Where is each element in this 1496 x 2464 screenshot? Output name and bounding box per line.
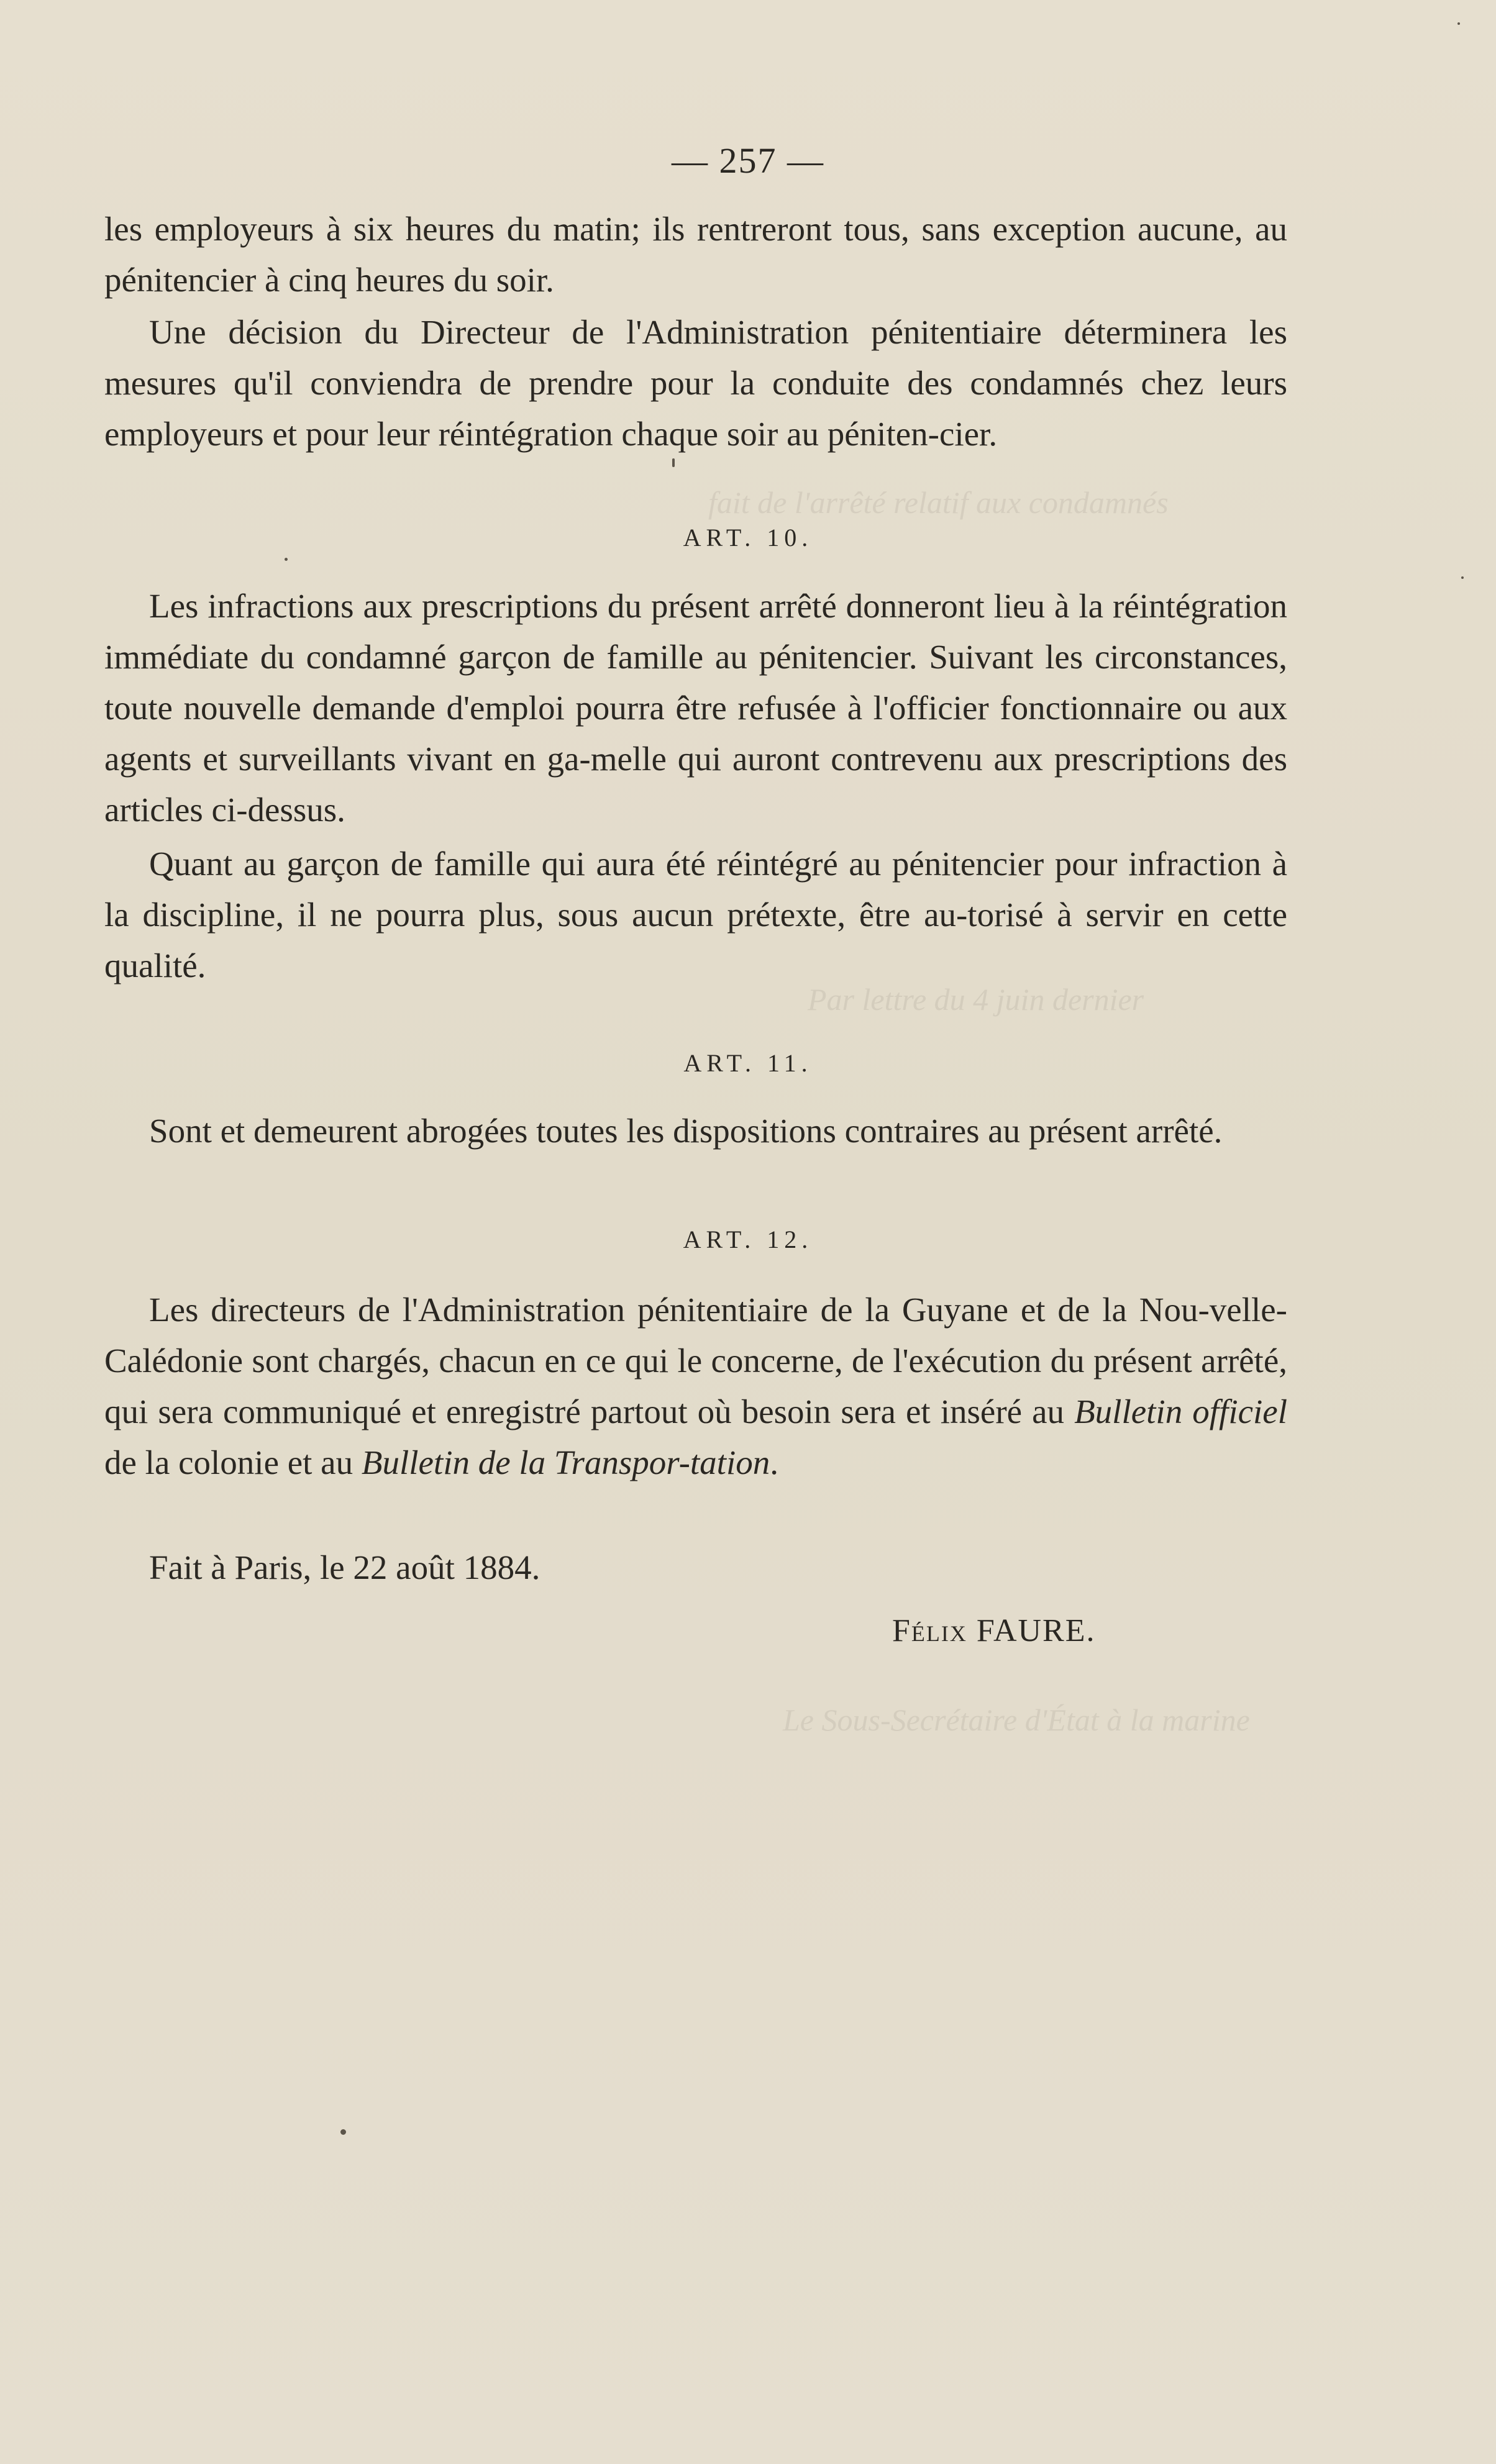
bulletin-officiel-title: Bulletin officiel [1074,1393,1287,1430]
paragraph-4-block [104,839,1287,991]
paragraph-2-block [104,307,1287,460]
signature-last-name: FAURE. [976,1613,1096,1648]
article-12-heading: ART. 12. [683,1225,813,1253]
signature [892,1612,1096,1649]
bleed-through-text: Par lettre du 4 juin dernier [808,982,1144,1017]
paper-speck [672,458,675,467]
paragraph [104,1284,1287,1488]
signature-first-name: Félix [892,1613,967,1648]
paragraph-6-block [104,1284,1287,1488]
paragraph: Sont et demeurent abrogées toutes les dispositions contraires au présent arrêté. [149,1112,1223,1150]
article-10-heading: ART. 10. [683,524,813,552]
paragraph: Une décision du Directeur de l'Administration pénitentiaire déterminera les mesures qu'il conviendra de prendre pour la conduite des condamnés chez leurs employeurs et pour leur réintégration chaque soir au péniten-cier. [104,313,1287,453]
paragraph-text: de la colonie et au [104,1443,362,1481]
paragraph-1-block [104,204,1287,306]
paragraph-text: Les directeurs de l'Administration pénitentiaire de la Guyane et de la Nou-velle-Calédonie sont chargés, chacun en ce qui le concerne, de l'exécution du présent arrêté, qui sera communiqué et enregistré partout où besoin sera et inséré au [104,1291,1287,1430]
article-11-heading: ART. 11. [683,1049,813,1077]
bulletin-transportation-title: Bulletin de la Transpor-tation [361,1443,770,1481]
paper-speck [1461,576,1464,579]
paragraph: Quant au garçon de famille qui aura été réintégré au pénitencier pour infraction à la discipline, il ne pourra plus, sous aucun prétexte, être au-torisé à servir en cette qualité. [104,845,1287,984]
paragraph-5-block [104,1106,1287,1157]
bleed-through-text: fait de l'arrêté relatif aux condamnés [708,485,1169,520]
paragraph-3-block [104,581,1287,835]
date-line: Fait à Paris, le 22 août 1884. [149,1548,540,1586]
paper-speck [1457,22,1460,25]
page-number: — 257 — [672,140,824,181]
paragraph: les employeurs à six heures du matin; ils rentreront tous, sans exception aucune, au pénitencier à cinq heures du soir. [104,210,1287,299]
paper-speck [340,2129,346,2135]
paragraph-text: . [770,1443,778,1481]
paragraph: Les infractions aux prescriptions du présent arrêté donneront lieu à la réintégration immédiate du condamné garçon de famille au pénitencier. Suivant les circonstances, toute nouvelle demande d'emploi pourra être refusée à l'officier fonctionnaire ou aux agents et surveillants vivant en ga-melle qui auront contrevenu aux prescriptions des articles ci-dessus. [104,587,1287,829]
bleed-through-text: Le Sous-Secrétaire d'État à la marine [783,1703,1250,1737]
paper-speck [285,558,288,561]
